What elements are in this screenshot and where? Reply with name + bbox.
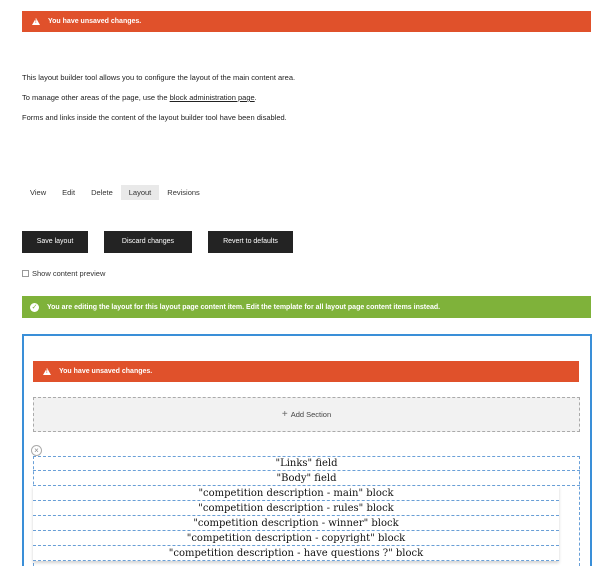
body-field[interactable]: "Body" field	[33, 471, 580, 486]
check-icon: ✓	[31, 303, 38, 311]
intro-text-1: This layout builder tool allows you to configure the layout of the main content area.	[22, 73, 296, 82]
add-section-label: Add Section	[290, 410, 332, 419]
builder-unsaved-changes-alert	[33, 361, 579, 382]
block-description-copyright[interactable]: "competition description - copyright" block	[33, 531, 559, 546]
layout-actions	[22, 231, 293, 253]
show-content-preview-label: Show content preview	[32, 269, 106, 278]
show-content-preview-checkbox[interactable]	[22, 270, 29, 277]
discard-changes-button[interactable]: Discard changes	[104, 231, 192, 253]
save-layout-button[interactable]: Save layout	[22, 231, 88, 253]
unsaved-changes-text: You have unsaved changes.	[48, 18, 142, 25]
add-section-button[interactable]	[33, 397, 580, 432]
links-field[interactable]: "Links" field	[33, 456, 580, 471]
local-tasks-tabs	[22, 185, 208, 200]
intro-text-2-after: .	[254, 93, 257, 102]
tab-view[interactable]: View	[30, 188, 47, 197]
block-description-questions[interactable]: "competition description - have questions ?" block	[33, 546, 559, 561]
editing-layout-alert	[22, 296, 591, 318]
intro-text-3: Forms and links inside the content of the layout builder tool have been disabled.	[22, 113, 287, 122]
block-admin-link[interactable]: block administration page	[169, 93, 255, 102]
unsaved-changes-alert	[22, 11, 591, 32]
editing-layout-text: You are editing the layout for this layout page content item. Edit the template for all layout page content items instead.	[47, 303, 441, 311]
builder-unsaved-changes-text: You have unsaved changes.	[59, 368, 153, 375]
warning-icon	[32, 18, 40, 25]
show-content-preview[interactable]	[22, 269, 105, 278]
intro-text-2	[22, 93, 257, 102]
plus-icon: +	[281, 409, 288, 420]
tab-delete[interactable]: Delete	[91, 188, 113, 197]
intro-text-2-before: To manage other areas of the page, use the	[22, 93, 170, 102]
tab-revisions[interactable]: Revisions	[167, 188, 200, 197]
revert-to-defaults-button[interactable]: Revert to defaults	[208, 231, 293, 253]
block-description-rules[interactable]: "competition description - rules" block	[33, 501, 559, 516]
block-description-winner[interactable]: "competition description - winner" block	[33, 516, 559, 531]
tab-layout[interactable]: Layout	[121, 185, 160, 200]
warning-icon	[43, 368, 51, 375]
block-description-main[interactable]: "competition description - main" block	[33, 486, 559, 501]
close-icon[interactable]: ×	[31, 445, 42, 456]
tab-edit[interactable]: Edit	[62, 188, 76, 197]
